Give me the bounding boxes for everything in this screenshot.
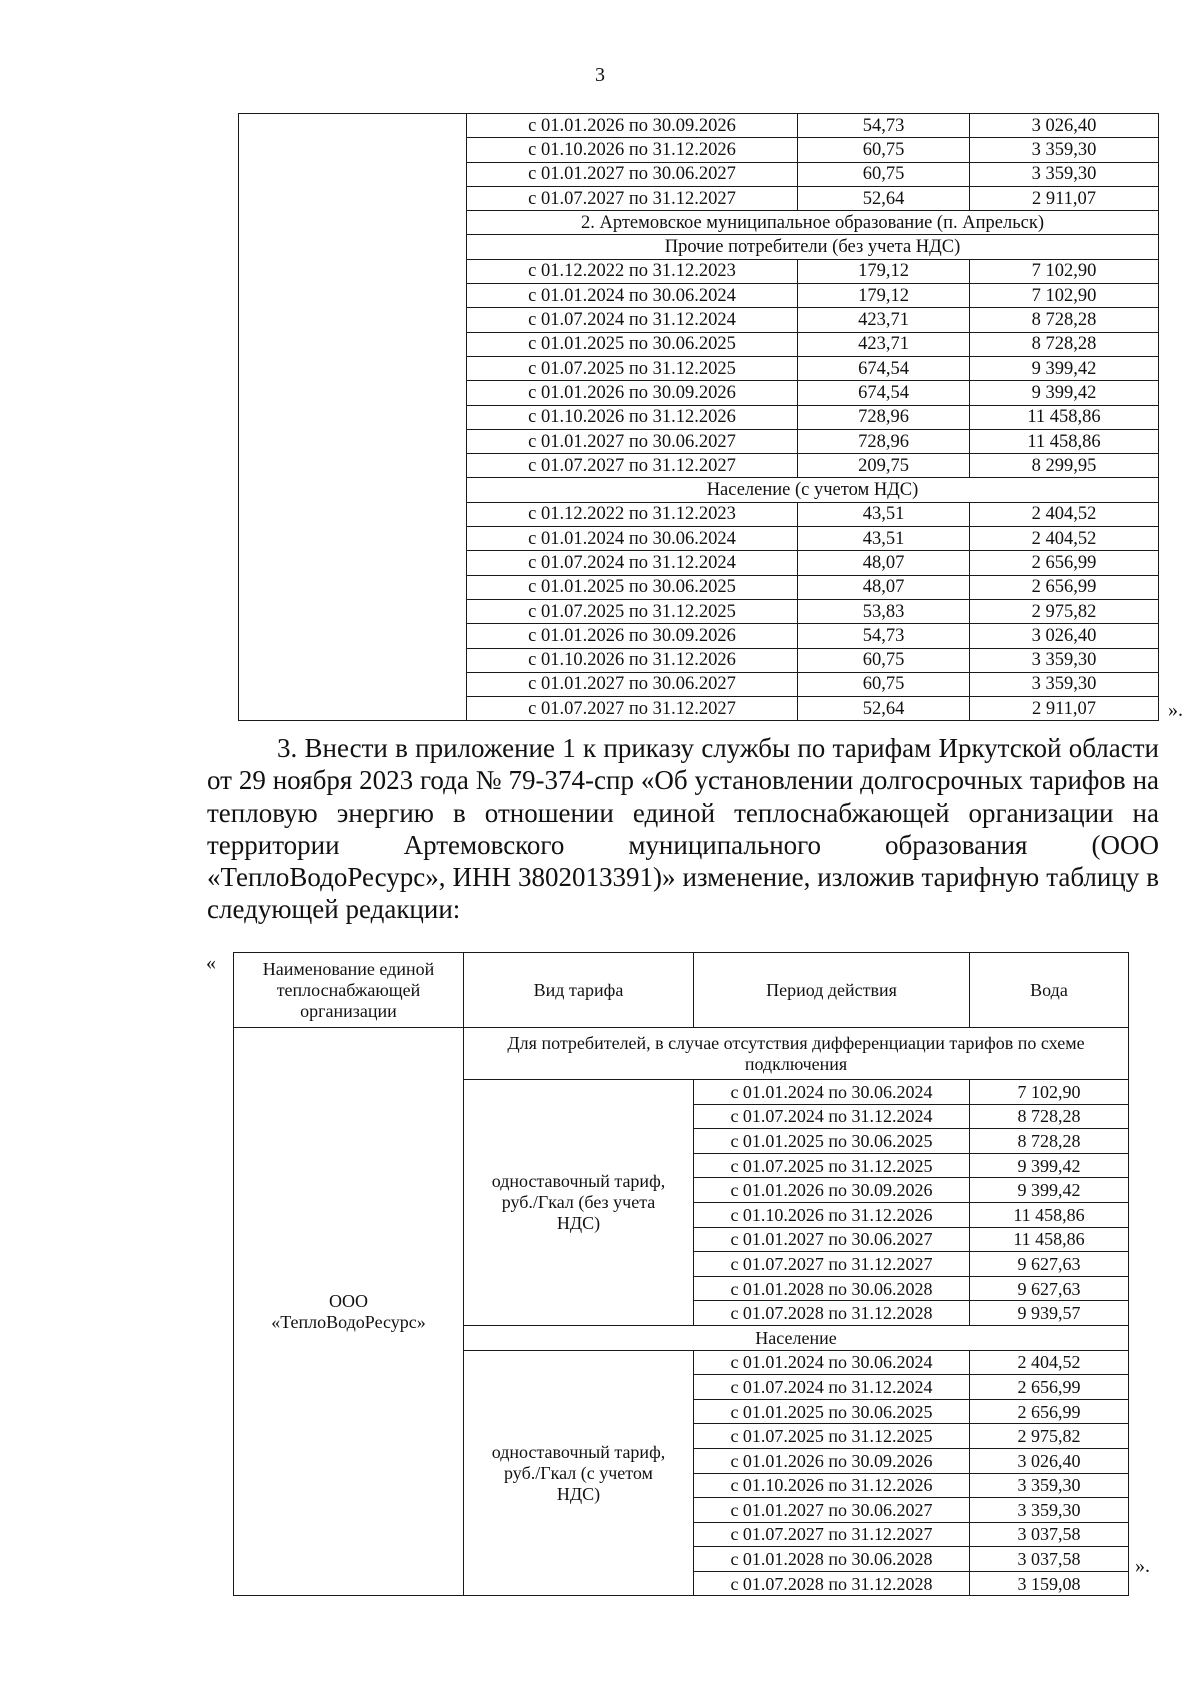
tariff-table <box>233 952 1129 1596</box>
period-cell: с 01.07.2028 по 31.12.2028 <box>694 1301 970 1326</box>
value-cell: 179,12 <box>798 259 970 283</box>
period-cell: с 01.01.2024 по 30.06.2024 <box>467 284 798 308</box>
value-cell: 8 728,28 <box>970 1104 1129 1129</box>
value-cell: 423,71 <box>798 308 970 332</box>
period-cell: с 01.01.2025 по 30.06.2025 <box>694 1399 970 1424</box>
period-cell: с 01.07.2028 по 31.12.2028 <box>694 1571 970 1596</box>
tariff-table-continuation <box>238 113 1159 721</box>
org-name-cell: ООО «ТеплоВодоРесурс» <box>234 1028 464 1596</box>
value-cell: 3 037,58 <box>970 1547 1129 1572</box>
period-cell: с 01.07.2025 по 31.12.2025 <box>467 356 798 380</box>
value-cell: 3 359,30 <box>970 672 1159 696</box>
period-cell: с 01.01.2026 по 30.09.2026 <box>694 1178 970 1203</box>
header-water: Вода <box>970 953 1129 1028</box>
value-cell: 2 656,99 <box>970 1399 1129 1424</box>
value-cell: 2 404,52 <box>970 1350 1129 1375</box>
value-cell: 3 359,30 <box>970 138 1159 162</box>
period-cell: с 01.01.2025 по 30.06.2025 <box>694 1129 970 1154</box>
value-cell: 52,64 <box>798 186 970 210</box>
period-cell: с 01.07.2024 по 31.12.2024 <box>467 308 798 332</box>
period-cell: с 01.01.2026 по 30.09.2026 <box>467 381 798 405</box>
value-cell: 53,83 <box>798 599 970 623</box>
value-cell: 2 656,99 <box>970 575 1159 599</box>
value-cell: 2 656,99 <box>970 551 1159 575</box>
value-cell: 9 939,57 <box>970 1301 1129 1326</box>
tariff-type-cell: одноставочный тариф, руб./Гкал (с учетом НДС) <box>464 1350 694 1596</box>
value-cell: 209,75 <box>798 454 970 478</box>
period-cell: с 01.07.2024 по 31.12.2024 <box>467 551 798 575</box>
period-cell: с 01.10.2026 по 31.12.2026 <box>694 1473 970 1498</box>
period-cell: с 01.01.2027 по 30.06.2027 <box>694 1227 970 1252</box>
period-cell: с 01.01.2027 по 30.06.2027 <box>467 162 798 186</box>
value-cell: 179,12 <box>798 284 970 308</box>
period-cell: с 01.10.2026 по 31.12.2026 <box>467 648 798 672</box>
period-cell: с 01.01.2028 по 30.06.2028 <box>694 1547 970 1572</box>
value-cell: 3 026,40 <box>970 1448 1129 1473</box>
value-cell: 728,96 <box>798 405 970 429</box>
value-cell: 3 037,58 <box>970 1522 1129 1547</box>
amendment-paragraph: 3. Внести в приложение 1 к приказу службы по тарифам Иркутской области от 29 ноября 2023 года № 79-374-спр «Об установлении долгосрочных тарифов на тепловую энергию в отношении единой теплоснабжающей организации на территории Артемовского муниципального образования (ООО «ТеплоВодоРесурс», ИНН 3802013391)» изменение, изложив тарифную таблицу в следующей редакции: <box>207 733 1159 925</box>
period-cell: с 01.01.2025 по 30.06.2025 <box>467 332 798 356</box>
value-cell: 3 359,30 <box>970 1498 1129 1523</box>
period-cell: с 01.01.2024 по 30.06.2024 <box>467 527 798 551</box>
value-cell: 728,96 <box>798 429 970 453</box>
opening-quote: « <box>206 952 216 974</box>
period-cell: с 01.01.2025 по 30.06.2025 <box>467 575 798 599</box>
value-cell: 9 627,63 <box>970 1252 1129 1277</box>
value-cell: 60,75 <box>798 162 970 186</box>
period-cell: с 01.07.2027 по 31.12.2027 <box>694 1522 970 1547</box>
period-cell: с 01.07.2025 по 31.12.2025 <box>467 599 798 623</box>
value-cell: 2 404,52 <box>970 527 1159 551</box>
value-cell: 3 026,40 <box>970 624 1159 648</box>
table-row <box>234 1028 1129 1080</box>
table-row <box>239 114 1159 138</box>
value-cell: 48,07 <box>798 575 970 599</box>
period-cell: с 01.07.2025 по 31.12.2025 <box>694 1153 970 1178</box>
period-cell: с 01.01.2024 по 30.06.2024 <box>694 1080 970 1105</box>
period-cell: с 01.07.2027 по 31.12.2027 <box>467 454 798 478</box>
period-cell: с 01.01.2026 по 30.09.2026 <box>694 1448 970 1473</box>
value-cell: 8 299,95 <box>970 454 1159 478</box>
value-cell: 674,54 <box>798 381 970 405</box>
closing-quote: ». <box>1135 1555 1150 1577</box>
value-cell: 7 102,90 <box>970 259 1159 283</box>
value-cell: 48,07 <box>798 551 970 575</box>
closing-quote: ». <box>1168 699 1183 721</box>
group-title: Население <box>464 1325 1129 1350</box>
value-cell: 2 404,52 <box>970 502 1159 526</box>
value-cell: 11 458,86 <box>970 1202 1129 1227</box>
period-cell: с 01.01.2027 по 30.06.2027 <box>694 1498 970 1523</box>
value-cell: 423,71 <box>798 332 970 356</box>
period-cell: с 01.07.2024 по 31.12.2024 <box>694 1104 970 1129</box>
page-number: 3 <box>595 64 605 86</box>
value-cell: 3 359,30 <box>970 1473 1129 1498</box>
section-title: 2. Артемовское муниципальное образование (п. Апрельск) <box>467 211 1159 235</box>
period-cell: с 01.10.2026 по 31.12.2026 <box>694 1202 970 1227</box>
value-cell: 52,64 <box>798 697 970 721</box>
value-cell: 11 458,86 <box>970 405 1159 429</box>
period-cell: с 01.07.2024 по 31.12.2024 <box>694 1375 970 1400</box>
period-cell: с 01.10.2026 по 31.12.2026 <box>467 138 798 162</box>
value-cell: 9 399,42 <box>970 1178 1129 1203</box>
period-cell: с 01.07.2027 по 31.12.2027 <box>467 697 798 721</box>
group-title: Для потребителей, в случае отсутствия дифференциации тарифов по схеме подключения <box>464 1028 1129 1080</box>
value-cell: 43,51 <box>798 502 970 526</box>
value-cell: 8 728,28 <box>970 308 1159 332</box>
value-cell: 3 026,40 <box>970 114 1159 138</box>
value-cell: 3 359,30 <box>970 648 1159 672</box>
value-cell: 9 627,63 <box>970 1276 1129 1301</box>
value-cell: 2 911,07 <box>970 697 1159 721</box>
period-cell: с 01.10.2026 по 31.12.2026 <box>467 405 798 429</box>
value-cell: 8 728,28 <box>970 332 1159 356</box>
value-cell: 2 975,82 <box>970 599 1159 623</box>
period-cell: с 01.01.2027 по 30.06.2027 <box>467 672 798 696</box>
period-cell: с 01.01.2028 по 30.06.2028 <box>694 1276 970 1301</box>
value-cell: 3 359,30 <box>970 162 1159 186</box>
period-cell: с 01.07.2027 по 31.12.2027 <box>467 186 798 210</box>
header-tariff-type: Вид тарифа <box>464 953 694 1028</box>
table-header-row <box>234 953 1129 1028</box>
group-title: Население (с учетом НДС) <box>467 478 1159 502</box>
tariff-type-cell: одноставочный тариф, руб./Гкал (без учета НДС) <box>464 1080 694 1326</box>
period-cell: с 01.07.2027 по 31.12.2027 <box>694 1252 970 1277</box>
group-title: Прочие потребители (без учета НДС) <box>467 235 1159 259</box>
value-cell: 3 159,08 <box>970 1571 1129 1596</box>
value-cell: 60,75 <box>798 648 970 672</box>
value-cell: 11 458,86 <box>970 429 1159 453</box>
value-cell: 674,54 <box>798 356 970 380</box>
period-cell: с 01.12.2022 по 31.12.2023 <box>467 259 798 283</box>
period-cell: с 01.12.2022 по 31.12.2023 <box>467 502 798 526</box>
value-cell: 8 728,28 <box>970 1129 1129 1154</box>
value-cell: 9 399,42 <box>970 1153 1129 1178</box>
value-cell: 54,73 <box>798 114 970 138</box>
period-cell: с 01.01.2026 по 30.09.2026 <box>467 624 798 648</box>
value-cell: 2 975,82 <box>970 1424 1129 1449</box>
period-cell: с 01.07.2025 по 31.12.2025 <box>694 1424 970 1449</box>
value-cell: 60,75 <box>798 672 970 696</box>
period-cell: с 01.01.2027 по 30.06.2027 <box>467 429 798 453</box>
period-cell: с 01.01.2024 по 30.06.2024 <box>694 1350 970 1375</box>
value-cell: 2 911,07 <box>970 186 1159 210</box>
value-cell: 2 656,99 <box>970 1375 1129 1400</box>
period-cell: с 01.01.2026 по 30.09.2026 <box>467 114 798 138</box>
header-org: Наименование единой теплоснабжающей организации <box>234 953 464 1028</box>
value-cell: 11 458,86 <box>970 1227 1129 1252</box>
header-period: Период действия <box>694 953 970 1028</box>
value-cell: 43,51 <box>798 527 970 551</box>
empty-org-cell <box>239 114 467 721</box>
value-cell: 7 102,90 <box>970 1080 1129 1105</box>
value-cell: 9 399,42 <box>970 356 1159 380</box>
value-cell: 54,73 <box>798 624 970 648</box>
value-cell: 7 102,90 <box>970 284 1159 308</box>
value-cell: 9 399,42 <box>970 381 1159 405</box>
value-cell: 60,75 <box>798 138 970 162</box>
